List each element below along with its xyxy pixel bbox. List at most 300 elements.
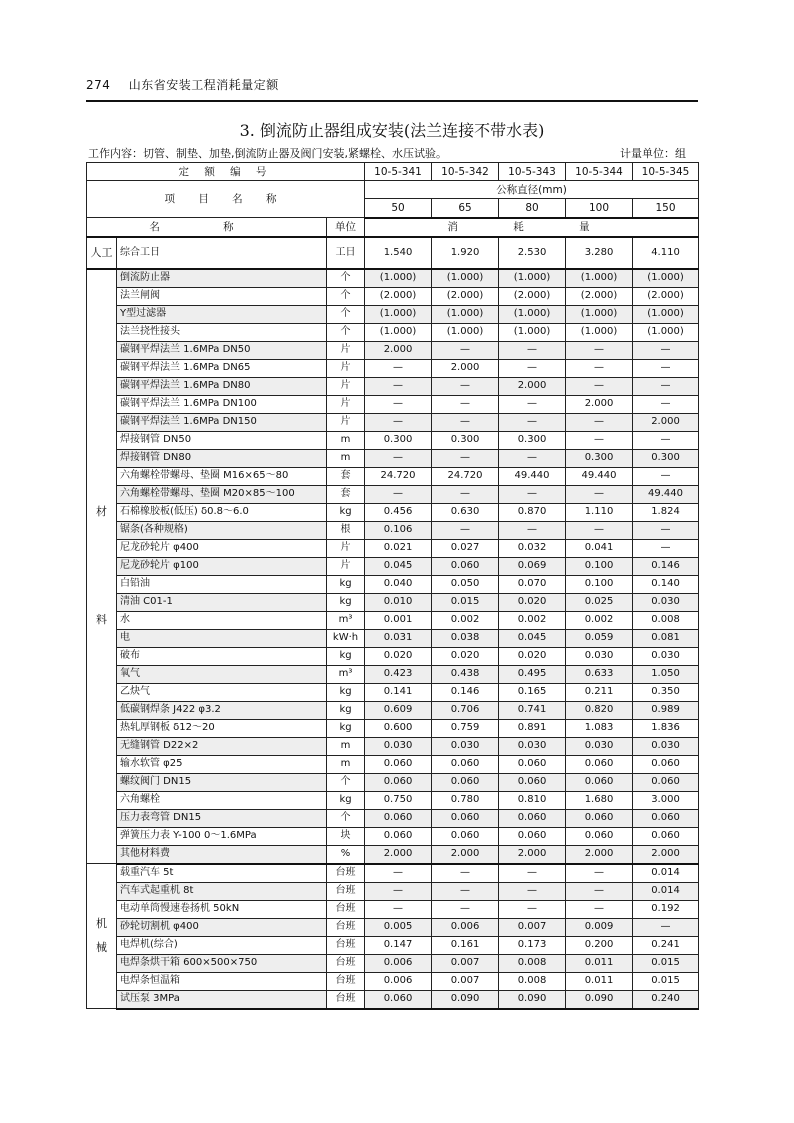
table-row (87, 575, 699, 593)
consumption-value: 0.011 (566, 954, 633, 972)
consumption-value: 0.100 (566, 575, 633, 593)
consumption-value: (1.000) (365, 323, 432, 341)
consumption-value: 0.031 (365, 629, 432, 647)
consumption-value: 0.090 (432, 990, 499, 1009)
consumption-value: — (499, 882, 566, 900)
table-row (87, 557, 699, 575)
table-row (87, 882, 699, 900)
item-unit: kg (327, 503, 365, 521)
consumption-value: — (432, 395, 499, 413)
item-unit: 个 (327, 269, 365, 288)
item-unit: 个 (327, 305, 365, 323)
table-row (87, 503, 699, 521)
consumption-value: 0.060 (633, 773, 699, 791)
consumption-value: — (432, 864, 499, 883)
item-unit: m (327, 755, 365, 773)
consumption-value: 0.989 (633, 701, 699, 719)
item-name: 压力表弯管 DN15 (117, 809, 327, 827)
consumption-value: 0.090 (566, 990, 633, 1009)
consumption-value: 0.241 (633, 936, 699, 954)
consumption-value: 0.009 (566, 918, 633, 936)
table-row (87, 449, 699, 467)
consumption-value: 0.059 (566, 629, 633, 647)
item-unit: 套 (327, 485, 365, 503)
consumption-value: 0.030 (499, 737, 566, 755)
table-row (87, 287, 699, 305)
consumption-value: 0.060 (365, 755, 432, 773)
diameter-label-row (87, 181, 699, 199)
item-name: 螺纹阀门 DN15 (117, 773, 327, 791)
item-name: 碳钢平焊法兰 1.6MPa DN50 (117, 341, 327, 359)
consumption-value: (2.000) (432, 287, 499, 305)
item-name: Y型过滤器 (117, 305, 327, 323)
item-unit: 片 (327, 341, 365, 359)
consumption-value: 0.060 (499, 773, 566, 791)
table-row (87, 629, 699, 647)
consumption-value: — (499, 341, 566, 359)
col-name-label: 名 称 (87, 218, 327, 237)
consumption-value: 2.000 (633, 845, 699, 864)
diameter-value: 150 (633, 199, 699, 218)
consumption-value: 1.050 (633, 665, 699, 683)
consumption-value: — (566, 359, 633, 377)
table-row (87, 323, 699, 341)
item-unit: 台班 (327, 864, 365, 883)
table-row (87, 269, 699, 288)
consumption-value: 0.060 (633, 827, 699, 845)
consumption-value: 0.060 (499, 809, 566, 827)
consumption-value: (1.000) (365, 269, 432, 288)
consumption-value: 0.870 (499, 503, 566, 521)
consumption-value: (1.000) (566, 323, 633, 341)
item-name: 尼龙砂轮片 φ400 (117, 539, 327, 557)
consumption-value: 0.173 (499, 936, 566, 954)
consumption-value: 0.008 (499, 972, 566, 990)
item-name: 清油 C01-1 (117, 593, 327, 611)
consumption-value: 0.741 (499, 701, 566, 719)
consumption-value: (1.000) (365, 305, 432, 323)
consumption-value: — (432, 449, 499, 467)
table-row (87, 431, 699, 449)
consumption-value: 0.759 (432, 719, 499, 737)
consumption-value: 0.423 (365, 665, 432, 683)
item-unit: 片 (327, 377, 365, 395)
consumption-value: 0.146 (432, 683, 499, 701)
consumption-value: 0.750 (365, 791, 432, 809)
consumption-value: 0.192 (633, 900, 699, 918)
consumption-value: 0.015 (432, 593, 499, 611)
quota-code: 10-5-341 (365, 163, 432, 181)
consumption-value: 0.060 (432, 827, 499, 845)
item-name: 石棉橡胶板(低压) δ0.8～6.0 (117, 503, 327, 521)
consumption-value: 0.006 (432, 918, 499, 936)
consumption-value: 0.002 (566, 611, 633, 629)
quota-code-row (87, 163, 699, 181)
consumption-value: 0.060 (633, 809, 699, 827)
consumption-value: 2.000 (365, 845, 432, 864)
consumption-value: 2.000 (432, 845, 499, 864)
consumption-value: (1.000) (499, 269, 566, 288)
item-unit: 个 (327, 323, 365, 341)
col-consumption-label: 消 耗 量 (365, 218, 699, 237)
consumption-value: 0.820 (566, 701, 633, 719)
consumption-value: 0.006 (365, 954, 432, 972)
item-name: 碳钢平焊法兰 1.6MPa DN150 (117, 413, 327, 431)
item-unit: 块 (327, 827, 365, 845)
consumption-value: 0.006 (365, 972, 432, 990)
consumption-value: — (365, 882, 432, 900)
consumption-value: 2.530 (499, 237, 566, 269)
book-title: 山东省安装工程消耗量定额 (128, 78, 279, 92)
consumption-value: 0.300 (633, 449, 699, 467)
consumption-value: 0.060 (566, 809, 633, 827)
consumption-value: — (499, 359, 566, 377)
table-row (87, 845, 699, 864)
item-name-label: 项 目 名 称 (87, 181, 365, 218)
consumption-value: 0.020 (499, 593, 566, 611)
consumption-value: 0.300 (432, 431, 499, 449)
table-row (87, 918, 699, 936)
item-unit: m (327, 431, 365, 449)
consumption-value: 0.030 (432, 737, 499, 755)
consumption-value: 0.350 (633, 683, 699, 701)
consumption-value: — (566, 341, 633, 359)
consumption-value: 1.083 (566, 719, 633, 737)
consumption-value: 0.030 (566, 647, 633, 665)
item-unit: kg (327, 791, 365, 809)
diameter-value: 100 (566, 199, 633, 218)
item-unit: 个 (327, 809, 365, 827)
consumption-value: 24.720 (432, 467, 499, 485)
consumption-value: — (566, 521, 633, 539)
consumption-value: 1.824 (633, 503, 699, 521)
table-row (87, 809, 699, 827)
consumption-value: 24.720 (365, 467, 432, 485)
item-unit: 片 (327, 359, 365, 377)
diameter-value: 65 (432, 199, 499, 218)
consumption-value: (1.000) (633, 269, 699, 288)
item-unit: 片 (327, 413, 365, 431)
item-name: 热轧厚钢板 δ12～20 (117, 719, 327, 737)
item-unit: kg (327, 647, 365, 665)
item-name: 弹簧压力表 Y-100 0～1.6MPa (117, 827, 327, 845)
item-name: 尼龙砂轮片 φ100 (117, 557, 327, 575)
consumption-value: 0.011 (566, 972, 633, 990)
consumption-value: 0.021 (365, 539, 432, 557)
consumption-value: — (566, 431, 633, 449)
consumption-value: — (566, 864, 633, 883)
consumption-value: 1.540 (365, 237, 432, 269)
consumption-value: 0.041 (566, 539, 633, 557)
consumption-value: 0.060 (365, 809, 432, 827)
table-row (87, 701, 699, 719)
consumption-value: (2.000) (633, 287, 699, 305)
consumption-value: 1.836 (633, 719, 699, 737)
consumption-value: — (499, 395, 566, 413)
consumption-value: 0.165 (499, 683, 566, 701)
consumption-value: — (633, 431, 699, 449)
consumption-value: 0.090 (499, 990, 566, 1009)
item-unit: 台班 (327, 972, 365, 990)
consumption-value: 0.146 (633, 557, 699, 575)
item-unit: 台班 (327, 918, 365, 936)
consumption-value: 0.140 (633, 575, 699, 593)
consumption-value: 0.300 (566, 449, 633, 467)
consumption-value: — (499, 521, 566, 539)
table-row (87, 611, 699, 629)
consumption-value: 0.060 (633, 755, 699, 773)
item-unit: m (327, 449, 365, 467)
item-unit: 工日 (327, 237, 365, 269)
consumption-value: 0.706 (432, 701, 499, 719)
consumption-value: 0.020 (432, 647, 499, 665)
consumption-value: 0.038 (432, 629, 499, 647)
consumption-value: 3.280 (566, 237, 633, 269)
consumption-value: 49.440 (499, 467, 566, 485)
consumption-value: — (633, 539, 699, 557)
item-unit: 片 (327, 539, 365, 557)
consumption-value: — (499, 485, 566, 503)
item-unit: 片 (327, 395, 365, 413)
consumption-value: 0.060 (566, 827, 633, 845)
consumption-value: 0.002 (499, 611, 566, 629)
item-unit: m³ (327, 665, 365, 683)
consumption-value: — (633, 377, 699, 395)
diameter-value: 50 (365, 199, 432, 218)
consumption-value: 0.015 (633, 954, 699, 972)
consumption-value: (1.000) (566, 305, 633, 323)
table-row (87, 485, 699, 503)
consumption-value: — (365, 900, 432, 918)
quota-code-label: 定 额 编 号 (87, 163, 365, 181)
consumption-value: 0.010 (365, 593, 432, 611)
consumption-value: 0.030 (633, 593, 699, 611)
consumption-value: 2.000 (566, 845, 633, 864)
table-row (87, 791, 699, 809)
consumption-value: 0.060 (499, 827, 566, 845)
item-name: 法兰挠性接头 (117, 323, 327, 341)
section-title: 3. 倒流防止器组成安装(法兰连接不带水表) (239, 121, 545, 140)
nominal-diameter-label: 公称直径(mm) (365, 181, 699, 199)
consumption-value: — (365, 359, 432, 377)
consumption-value: 0.030 (633, 737, 699, 755)
consumption-value: 2.000 (365, 341, 432, 359)
item-unit: 台班 (327, 954, 365, 972)
table-row (87, 773, 699, 791)
consumption-value: — (365, 449, 432, 467)
table-row (87, 341, 699, 359)
item-name: 碳钢平焊法兰 1.6MPa DN65 (117, 359, 327, 377)
item-name: 电动单筒慢速卷扬机 50kN (117, 900, 327, 918)
consumption-value: 0.032 (499, 539, 566, 557)
consumption-value: 1.920 (432, 237, 499, 269)
quota-table (86, 162, 699, 1010)
item-name: 乙炔气 (117, 683, 327, 701)
consumption-value: 0.891 (499, 719, 566, 737)
consumption-value: 0.050 (432, 575, 499, 593)
item-name: 试压泵 3MPa (117, 990, 327, 1009)
consumption-value: 4.110 (633, 237, 699, 269)
consumption-value: — (566, 377, 633, 395)
consumption-value: (1.000) (432, 269, 499, 288)
consumption-value: — (365, 377, 432, 395)
item-name: 电焊条烘干箱 600×500×750 (117, 954, 327, 972)
consumption-value: — (566, 882, 633, 900)
item-name: 无缝钢管 D22×2 (117, 737, 327, 755)
consumption-value: 0.007 (499, 918, 566, 936)
consumption-value: 0.030 (365, 737, 432, 755)
consumption-value: 0.040 (365, 575, 432, 593)
consumption-value: 0.015 (633, 972, 699, 990)
item-unit: kg (327, 593, 365, 611)
consumption-value: 2.000 (499, 845, 566, 864)
quota-code: 10-5-342 (432, 163, 499, 181)
table-row (87, 954, 699, 972)
consumption-value: (1.000) (432, 305, 499, 323)
col-unit-label: 单位 (327, 218, 365, 237)
consumption-value: 3.000 (633, 791, 699, 809)
consumption-value: 0.008 (499, 954, 566, 972)
item-unit: 根 (327, 521, 365, 539)
item-name: 碳钢平焊法兰 1.6MPa DN100 (117, 395, 327, 413)
consumption-value: 0.147 (365, 936, 432, 954)
column-header-row (87, 218, 699, 237)
consumption-value: 0.200 (566, 936, 633, 954)
consumption-value: 0.081 (633, 629, 699, 647)
item-name: 汽车式起重机 8t (117, 882, 327, 900)
consumption-value: — (432, 882, 499, 900)
consumption-value: 0.001 (365, 611, 432, 629)
consumption-value: 1.680 (566, 791, 633, 809)
consumption-value: 0.609 (365, 701, 432, 719)
consumption-value: 0.438 (432, 665, 499, 683)
work-content: 工作内容：切管、制垫、加垫,倒流防止器及阀门安装,紧螺栓、水压试验。 (88, 147, 447, 160)
item-unit: kg (327, 575, 365, 593)
item-unit: m (327, 737, 365, 755)
item-unit: kW·h (327, 629, 365, 647)
running-header (86, 76, 698, 93)
item-name: 法兰闸阀 (117, 287, 327, 305)
item-name: 倒流防止器 (117, 269, 327, 288)
item-name: 输水软管 φ25 (117, 755, 327, 773)
consumption-value: (1.000) (633, 323, 699, 341)
unit-note: 计量单位：组 (620, 147, 686, 160)
item-unit: 片 (327, 557, 365, 575)
diameter-value: 80 (499, 199, 566, 218)
consumption-value: 0.060 (432, 809, 499, 827)
header-rule (86, 100, 698, 102)
table-body (87, 163, 699, 1009)
quota-code: 10-5-345 (633, 163, 699, 181)
consumption-value: (1.000) (566, 269, 633, 288)
consumption-value: 0.020 (499, 647, 566, 665)
consumption-value: 49.440 (566, 467, 633, 485)
item-name: 载重汽车 5t (117, 864, 327, 883)
table-row (87, 972, 699, 990)
consumption-value: 0.045 (499, 629, 566, 647)
consumption-value: (2.000) (566, 287, 633, 305)
table-row (87, 665, 699, 683)
consumption-value: — (566, 413, 633, 431)
consumption-value: (1.000) (633, 305, 699, 323)
consumption-value: 0.014 (633, 864, 699, 883)
quota-code: 10-5-344 (566, 163, 633, 181)
item-name: 六角螺栓带螺母、垫圈 M16×65～80 (117, 467, 327, 485)
table-row (87, 359, 699, 377)
consumption-value: 0.060 (432, 557, 499, 575)
consumption-value: — (432, 341, 499, 359)
item-name: 碳钢平焊法兰 1.6MPa DN80 (117, 377, 327, 395)
consumption-value: — (633, 395, 699, 413)
consumption-value: 2.000 (499, 377, 566, 395)
consumption-value: 0.141 (365, 683, 432, 701)
item-unit: 台班 (327, 882, 365, 900)
item-name: 白铅油 (117, 575, 327, 593)
consumption-value: 0.060 (365, 827, 432, 845)
consumption-value: 0.060 (432, 755, 499, 773)
consumption-value: — (432, 413, 499, 431)
item-name: 六角螺栓带螺母、垫圈 M20×85～100 (117, 485, 327, 503)
consumption-value: 2.000 (633, 413, 699, 431)
item-unit: % (327, 845, 365, 864)
item-unit: kg (327, 719, 365, 737)
consumption-value: — (432, 521, 499, 539)
consumption-value: 0.030 (566, 737, 633, 755)
consumption-value: — (432, 900, 499, 918)
table-row (87, 593, 699, 611)
table-row (87, 647, 699, 665)
consumption-value: 0.005 (365, 918, 432, 936)
consumption-value: (1.000) (432, 323, 499, 341)
consumption-value: — (566, 485, 633, 503)
item-name: 电焊机(综合) (117, 936, 327, 954)
table-row (87, 305, 699, 323)
table-row (87, 737, 699, 755)
consumption-value: 0.106 (365, 521, 432, 539)
consumption-value: — (499, 900, 566, 918)
category-label: 材 料 (87, 269, 117, 864)
item-name: 破布 (117, 647, 327, 665)
consumption-value: 0.007 (432, 972, 499, 990)
consumption-value: 1.110 (566, 503, 633, 521)
consumption-value: 0.025 (566, 593, 633, 611)
item-name: 氧气 (117, 665, 327, 683)
consumption-value: 0.600 (365, 719, 432, 737)
consumption-value: — (499, 449, 566, 467)
consumption-value: (1.000) (499, 323, 566, 341)
table-row (87, 936, 699, 954)
consumption-value: 0.211 (566, 683, 633, 701)
consumption-value: 0.456 (365, 503, 432, 521)
quota-code: 10-5-343 (499, 163, 566, 181)
consumption-value: — (432, 377, 499, 395)
item-name: 锯条(各种规格) (117, 521, 327, 539)
item-name: 水 (117, 611, 327, 629)
item-unit: 个 (327, 773, 365, 791)
consumption-value: 0.060 (566, 755, 633, 773)
consumption-value: 0.070 (499, 575, 566, 593)
item-name: 电焊条恒温箱 (117, 972, 327, 990)
consumption-value: — (633, 521, 699, 539)
item-name: 砂轮切割机 φ400 (117, 918, 327, 936)
consumption-value: 0.060 (432, 773, 499, 791)
consumption-value: 0.633 (566, 665, 633, 683)
item-name: 电 (117, 629, 327, 647)
consumption-value: — (365, 485, 432, 503)
consumption-value: (2.000) (499, 287, 566, 305)
consumption-value: 0.161 (432, 936, 499, 954)
item-unit: 套 (327, 467, 365, 485)
